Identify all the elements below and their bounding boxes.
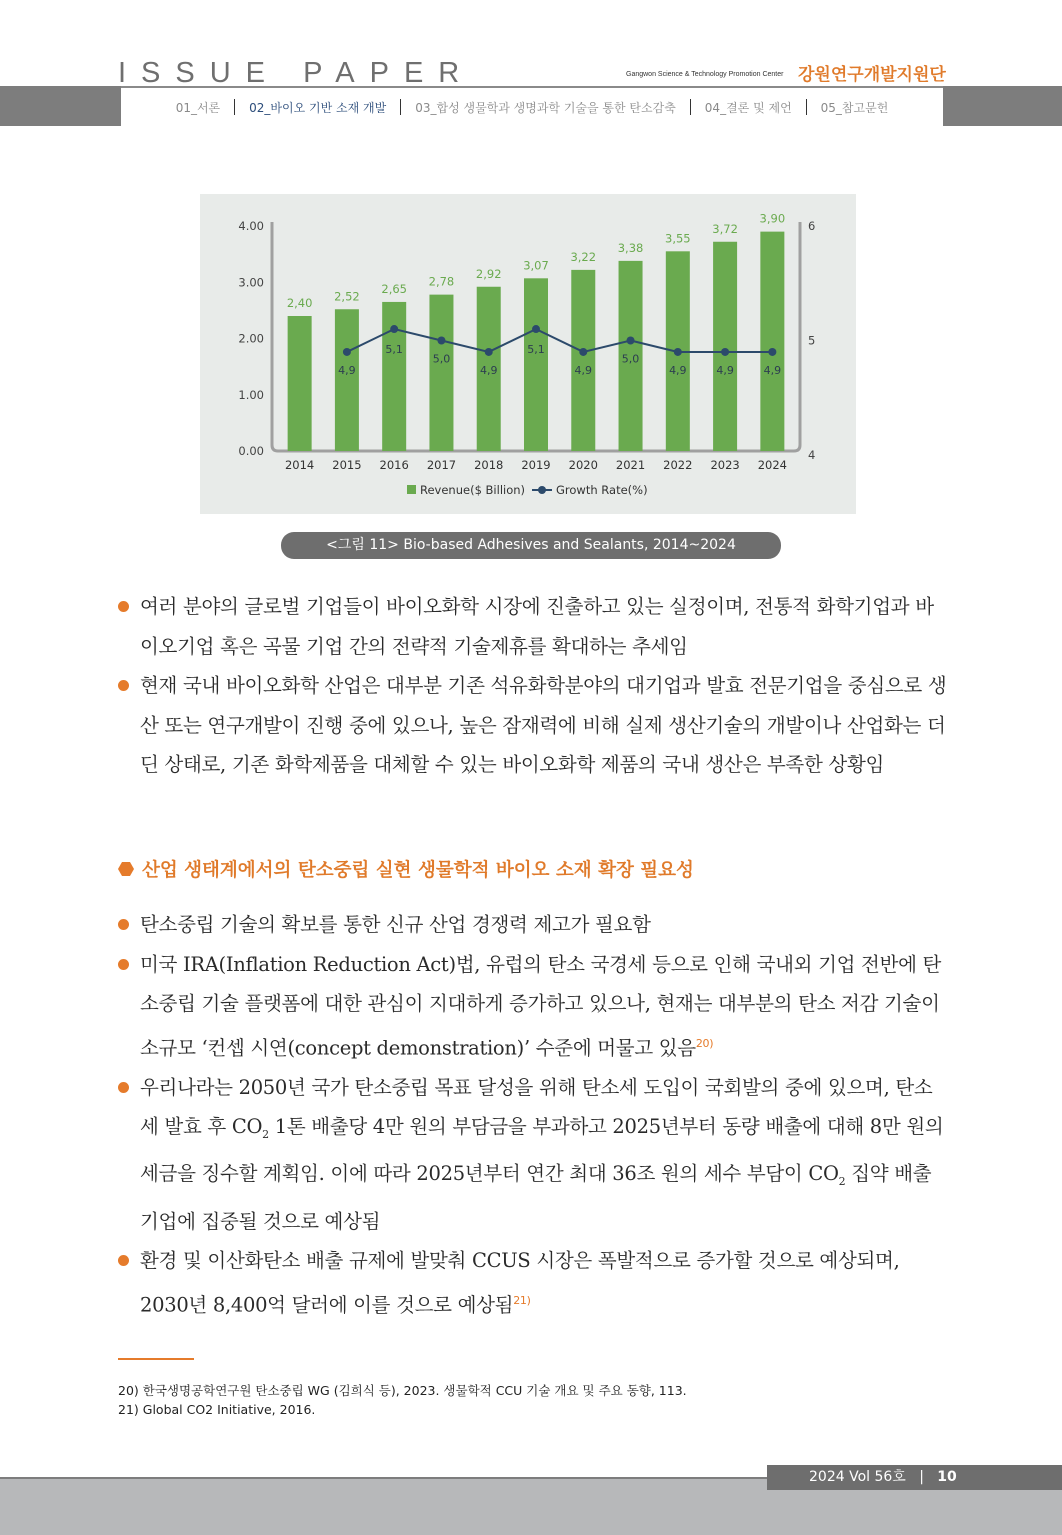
chart-svg xyxy=(200,194,856,514)
list-item: 미국 IRA(Inflation Reduction Act)법, 유럽의 탄소 국경세 등으로 인해 국내외 기업 전반에 탄소중립 기술 플랫폼에 대한 관심이 지대하게 증가하고 있으나, 현재는 대부분의 탄소 저감 기술이 소규모 ‘컨셉 시연(concept demonstration)’ 수준에 머물고 있음$^{20)}$ xyxy=(118,945,948,1068)
bar-value-label: 3,90 xyxy=(759,211,786,226)
bar-value-label: 3,72 xyxy=(712,221,738,236)
org-name-korean: 강원연구개발지원단 xyxy=(798,65,946,85)
footnote-21: 21) Global CO2 Initiative, 2016. xyxy=(118,1402,316,1417)
x-tick-label: 2023 xyxy=(710,458,740,472)
header-band-left xyxy=(0,86,121,126)
page-number: 10 xyxy=(937,1469,957,1485)
growth-rate-line xyxy=(347,329,772,352)
x-tick-label: 2021 xyxy=(615,458,646,472)
y-right-tick-label: 6 xyxy=(808,219,816,233)
nav-item-conclusion[interactable]: 04_결론 및 제언 xyxy=(704,100,792,115)
chart-bar xyxy=(524,278,548,451)
org-name-english: Gangwon Science & Technology Promotion Center xyxy=(626,71,784,78)
bullet-dot-icon xyxy=(118,1082,129,1093)
growth-rate-point xyxy=(627,337,635,345)
bar-value-label: 3,38 xyxy=(617,240,644,255)
y-right-tick-label: 4 xyxy=(808,448,816,462)
chart-figure xyxy=(200,194,856,514)
growth-rate-point xyxy=(721,348,729,356)
legend-growth-label: Growth Rate(%) xyxy=(556,483,648,497)
list-item: 탄소중립 기술의 확보를 통한 신규 산업 경쟁력 제고가 필요함 xyxy=(118,905,948,945)
growth-rate-point xyxy=(768,348,776,356)
growth-rate-label: 5,0 xyxy=(621,352,640,366)
x-tick-label: 2022 xyxy=(663,458,693,472)
page-number-tab xyxy=(767,1465,1062,1490)
growth-rate-label: 4,9 xyxy=(669,363,687,377)
growth-rate-label: 5,1 xyxy=(385,343,403,357)
bar-value-label: 3,22 xyxy=(570,249,597,264)
bullet-list-top xyxy=(118,587,948,785)
bullet-dot-icon xyxy=(118,919,129,930)
x-tick-label: 2019 xyxy=(521,458,551,472)
footnote-ref[interactable]: 21) xyxy=(513,1293,531,1307)
hexagon-icon xyxy=(118,861,134,877)
bullet-dot-icon xyxy=(118,959,129,970)
bullet-dot-icon xyxy=(118,1255,129,1266)
y-left-tick-label: 3.00 xyxy=(238,275,264,290)
list-item: 우리나라는 2050년 국가 탄소중립 목표 달성을 위해 탄소세 도입이 국회발의 중에 있으며, 탄소세 발효 후 $CO_2$ 1톤 배출당 4만 원의 부담금을 부과하고 2025년부터 동량 배출에 대해 8만 원의 세금을 징수할 계획임. 이에 따라 2025년부터 연간 최대 36조 원의 세수 부담이 $CO_2$ 집약 배출 기업에 집중될 것으로 예상됨 xyxy=(118,1068,948,1242)
bar-value-label: 2,78 xyxy=(428,274,455,289)
legend-revenue-label: Revenue($ Billion) xyxy=(420,483,526,497)
x-tick-label: 2016 xyxy=(379,458,409,472)
nav-item-references[interactable]: 05_참고문헌 xyxy=(820,100,889,115)
list-item: 환경 및 이산화탄소 배출 규제에 발맞춰 CCUS 시장은 폭발적으로 증가할 것으로 예상되며, 2030년 8,400억 달러에 이를 것으로 예상됨$^{21)}$ xyxy=(118,1241,948,1325)
bullet-list-bottom xyxy=(118,905,948,1325)
issue-label: 2024 Vol 56호 xyxy=(809,1469,906,1485)
x-tick-label: 2015 xyxy=(332,458,362,472)
legend-revenue-swatch xyxy=(407,485,416,494)
y-right-tick-label: 5 xyxy=(808,333,816,348)
issue-paper-title: ISSUE PAPER xyxy=(118,57,475,85)
x-tick-label: 2024 xyxy=(757,458,788,472)
growth-rate-label: 4,9 xyxy=(479,363,498,377)
list-item: 여러 분야의 글로벌 기업들이 바이오화학 시장에 진출하고 있는 실정이며, 전통적 화학기업과 바이오기업 혹은 곡물 기업 간의 전략적 기술제휴를 확대하는 추세임 xyxy=(118,587,948,666)
y-left-tick-label: 4.00 xyxy=(238,219,264,233)
growth-rate-label: 5,1 xyxy=(527,343,545,357)
growth-rate-label: 5,0 xyxy=(432,352,451,366)
growth-rate-point xyxy=(485,348,493,356)
header-band xyxy=(0,86,1062,126)
bar-value-label: 2,65 xyxy=(381,281,407,296)
nav-item-intro[interactable]: 01_서론 xyxy=(175,100,221,115)
chart-bar xyxy=(713,242,737,451)
bullet-dot-icon xyxy=(118,680,129,691)
header-band-right xyxy=(943,86,1062,126)
footer-divider: | xyxy=(919,1469,924,1485)
x-tick-label: 2020 xyxy=(568,458,598,472)
section-nav xyxy=(121,88,943,126)
bullet-dot-icon xyxy=(118,601,129,612)
footnote-ref[interactable]: 20) xyxy=(695,1036,714,1050)
growth-rate-label: 4,9 xyxy=(716,363,734,377)
nav-item-synthetic-biology[interactable]: 03_합성 생물학과 생명과학 기술을 통한 탄소감축 xyxy=(415,100,676,115)
chart-bar xyxy=(571,270,595,451)
figure-caption: <그림 11> Bio-based Adhesives and Sealants, 2014~2024 xyxy=(281,532,781,559)
footer-line xyxy=(0,1477,767,1479)
growth-rate-label: 4,9 xyxy=(763,363,782,377)
growth-rate-point xyxy=(579,348,587,356)
bar-value-label: 3,55 xyxy=(665,231,691,246)
bar-value-label: 2,92 xyxy=(475,266,502,281)
growth-rate-point xyxy=(390,325,398,333)
list-item: 현재 국내 바이오화학 산업은 대부분 기존 석유화학분야의 대기업과 발효 전문기업을 중심으로 생산 또는 연구개발이 진행 중에 있으나, 높은 잠재력에 비해 실제 생산기술의 개발이나 산업화는 더딘 상태로, 기존 화학제품을 대체할 수 있는 바이오화학 제품의 국내 생산은 부족한 상황임 xyxy=(118,666,948,785)
section-subheading: 산업 생태계에서의 탄소중립 실현 생물학적 바이오 소재 확장 필요성 xyxy=(118,856,694,882)
nav-item-bio-materials[interactable]: 02_바이오 기반 소재 개발 xyxy=(249,100,387,115)
footnote-divider xyxy=(118,1358,194,1360)
y-left-tick-label: 1.00 xyxy=(238,387,264,402)
legend-growth-marker xyxy=(538,486,546,494)
bar-value-label: 2,52 xyxy=(334,289,360,304)
footnote-20: 20) 한국생명공학연구원 탄소중립 WG (김희식 등), 2023. 생물학적 CCU 기술 개요 및 주요 동향, 113. xyxy=(118,1383,687,1398)
y-left-tick-label: 2.00 xyxy=(238,331,264,346)
growth-rate-point xyxy=(674,348,682,356)
chart-bar xyxy=(335,309,359,451)
y-left-tick-label: 0.00 xyxy=(238,444,264,458)
growth-rate-point xyxy=(437,337,445,345)
chart-bar xyxy=(382,302,406,451)
growth-rate-point xyxy=(343,348,351,356)
growth-rate-label: 4,9 xyxy=(338,363,356,377)
x-tick-label: 2014 xyxy=(284,458,315,472)
bar-value-label: 2,40 xyxy=(286,296,313,310)
chart-bar xyxy=(760,232,784,451)
chart-bar xyxy=(429,295,453,451)
x-tick-label: 2018 xyxy=(474,458,504,472)
x-tick-label: 2017 xyxy=(426,458,457,472)
bar-value-label: 3,07 xyxy=(523,258,549,273)
growth-rate-label: 4,9 xyxy=(574,363,593,377)
chart-bar xyxy=(288,316,312,451)
growth-rate-point xyxy=(532,325,540,333)
